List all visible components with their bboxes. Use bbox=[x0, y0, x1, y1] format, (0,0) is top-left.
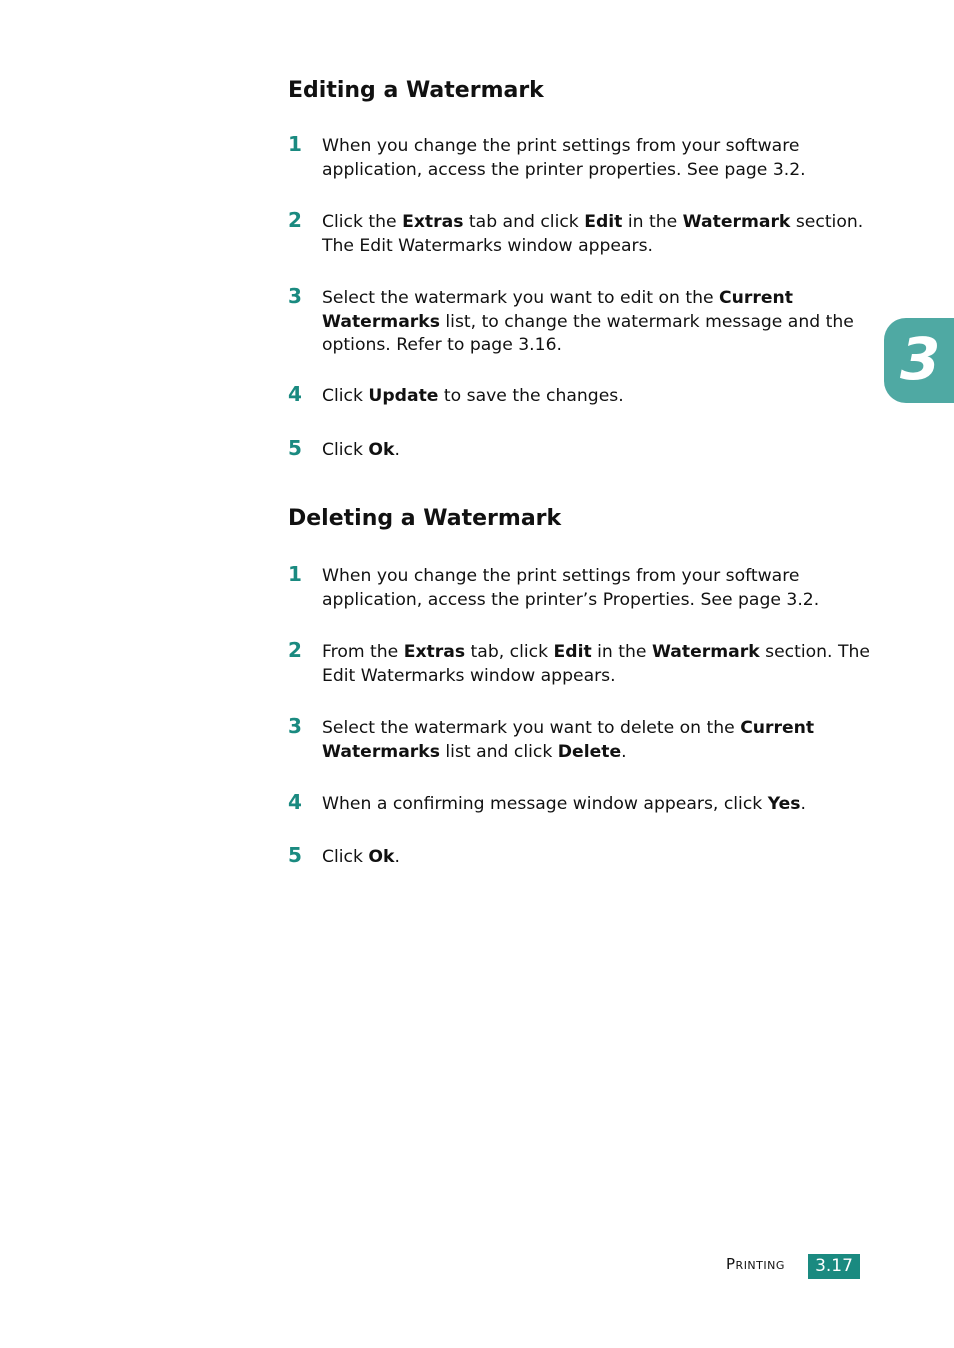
bold-term: Yes bbox=[767, 794, 801, 814]
step-number: 3 bbox=[288, 284, 302, 308]
step-text bbox=[322, 211, 878, 258]
step-text-run: Click bbox=[322, 440, 369, 460]
step-text bbox=[322, 385, 878, 409]
step-text-run: to save the changes. bbox=[438, 386, 624, 406]
step-text-run: . bbox=[394, 440, 400, 460]
step-text-run: When a confirming message window appears, click bbox=[322, 794, 768, 814]
step-number: 5 bbox=[288, 843, 302, 867]
step-text-run: . bbox=[394, 847, 400, 867]
step-text-run: When you change the print settings from your software application, access the printer’s Properties. See page 3.2. bbox=[322, 566, 820, 610]
step-text-run: Select the watermark you want to delete on the bbox=[322, 718, 741, 738]
bold-term: Ok bbox=[368, 440, 395, 460]
step-number: 5 bbox=[288, 436, 302, 460]
bold-term: Extras bbox=[403, 642, 466, 662]
step-text-run: When you change the print settings from your software application, access the printer properties. See page 3.2. bbox=[322, 136, 806, 180]
step-text-run: section. The Edit Watermarks window appears. bbox=[322, 642, 870, 686]
chapter-number: 3 bbox=[900, 325, 941, 393]
step-text-run: Click bbox=[322, 386, 369, 406]
step-text-run: section. The Edit Watermarks window appears. bbox=[322, 212, 864, 256]
step-number: 4 bbox=[288, 382, 302, 406]
step-text-run: Click bbox=[322, 847, 369, 867]
step-text bbox=[322, 641, 878, 688]
bold-term: Current Watermarks bbox=[322, 718, 815, 762]
bold-term: Delete bbox=[557, 741, 622, 762]
step-text bbox=[322, 287, 878, 358]
step-text bbox=[322, 439, 878, 463]
bold-term: Watermark bbox=[682, 212, 791, 232]
bold-term: Update bbox=[368, 386, 439, 406]
step-text-run: tab, click bbox=[465, 642, 554, 662]
step-text-run: From the bbox=[322, 642, 404, 662]
step-text-run: . bbox=[621, 741, 627, 762]
bold-term: Watermark bbox=[651, 642, 760, 662]
chapter-tab bbox=[884, 318, 954, 403]
step-text bbox=[322, 565, 878, 612]
step-number: 2 bbox=[288, 208, 302, 232]
step-number: 3 bbox=[288, 714, 302, 738]
step-text bbox=[322, 717, 878, 764]
section-title-editing: Editing a Watermark bbox=[288, 78, 544, 103]
step-text-run: tab and click bbox=[463, 212, 585, 232]
bold-term: Ok bbox=[368, 847, 395, 867]
bold-term: Extras bbox=[402, 212, 464, 232]
step-text bbox=[322, 846, 878, 870]
bold-term: Edit bbox=[584, 212, 623, 232]
step-text-run: list, to change the watermark message and the options. Refer to page 3.16. bbox=[322, 311, 854, 355]
step-text-run: Select the watermark you want to edit on the bbox=[322, 288, 720, 308]
step-text bbox=[322, 135, 878, 182]
step-text-run: Click the bbox=[322, 212, 403, 232]
step-text-run: in the bbox=[591, 642, 652, 662]
page-number-badge: 3.17 bbox=[808, 1254, 860, 1279]
step-text-run: in the bbox=[622, 212, 683, 232]
step-text-run: list and click bbox=[439, 741, 558, 762]
bold-term: Edit bbox=[553, 642, 592, 662]
step-number: 1 bbox=[288, 562, 302, 586]
step-text-run: . bbox=[800, 794, 806, 814]
step-number: 4 bbox=[288, 790, 302, 814]
step-text bbox=[322, 793, 878, 817]
step-number: 2 bbox=[288, 638, 302, 662]
step-number: 1 bbox=[288, 132, 302, 156]
footer-chapter-label: Printing bbox=[726, 1255, 785, 1273]
section-title-deleting: Deleting a Watermark bbox=[288, 506, 562, 531]
bold-term: Current Watermarks bbox=[322, 288, 793, 332]
